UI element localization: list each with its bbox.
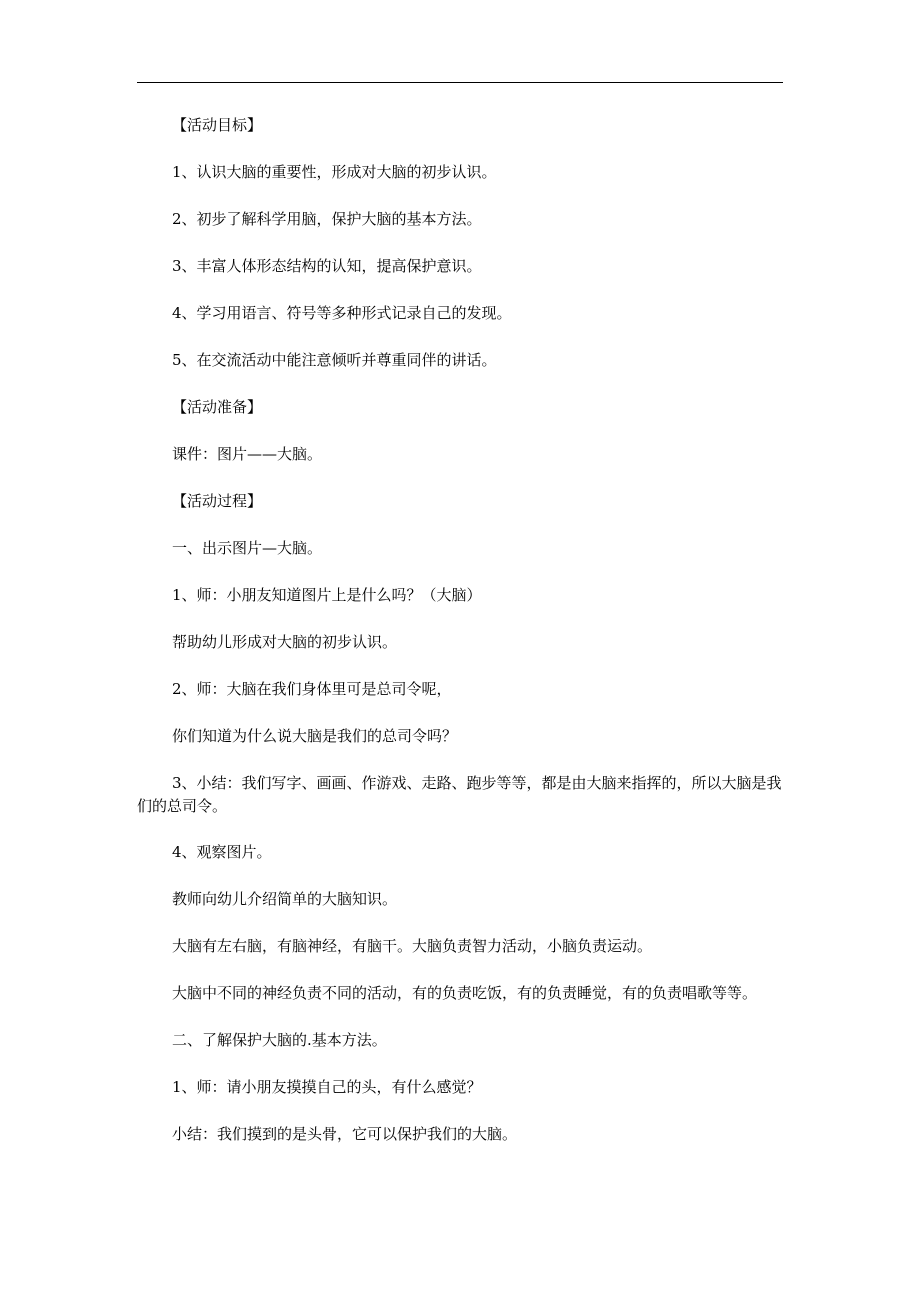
process-line: 4、观察图片。 bbox=[172, 843, 272, 861]
process-line: 帮助幼儿形成对大脑的初步认识。 bbox=[172, 633, 398, 651]
process-line: 你们知道为什么说大脑是我们的总司令吗？ bbox=[172, 727, 458, 745]
section-heading-preparation: 【活动准备】 bbox=[172, 398, 263, 416]
process-line: 2、师：大脑在我们身体里可是总司令呢， bbox=[172, 680, 452, 698]
process-line: 大脑有左右脑，有脑神经，有脑干。大脑负责智力活动，小脑负责运动。 bbox=[172, 937, 653, 955]
preparation-item: 课件：图片——大脑。 bbox=[172, 445, 323, 463]
section-heading-process: 【活动过程】 bbox=[172, 492, 263, 510]
process-line: 小结：我们摸到的是头骨，它可以保护我们的大脑。 bbox=[172, 1125, 518, 1143]
document-body bbox=[137, 114, 783, 1170]
process-line: 1、师：小朋友知道图片上是什么吗？（大脑） bbox=[172, 586, 482, 604]
process-line: 大脑中不同的神经负责不同的活动，有的负责吃饭，有的负责睡觉，有的负责唱歌等等。 bbox=[172, 984, 758, 1002]
goal-item-3: 3、丰富人体形态结构的认知，提高保护意识。 bbox=[172, 257, 482, 275]
goal-item-1: 1、认识大脑的重要性，形成对大脑的初步认识。 bbox=[172, 163, 497, 181]
process-line: 教师向幼儿介绍简单的大脑知识。 bbox=[172, 890, 398, 908]
process-summary: 3、小结：我们写字、画画、作游戏、走路、跑步等等，都是由大脑来指挥的，所以大脑是我们的总司令。 bbox=[137, 774, 782, 815]
process-step-2: 二、了解保护大脑的.基本方法。 bbox=[172, 1031, 387, 1049]
goal-item-5: 5、在交流活动中能注意倾听并尊重同伴的讲话。 bbox=[172, 351, 497, 369]
section-heading-goals: 【活动目标】 bbox=[172, 116, 263, 134]
process-line: 1、师：请小朋友摸摸自己的头，有什么感觉？ bbox=[172, 1078, 482, 1096]
goal-item-2: 2、初步了解科学用脑，保护大脑的基本方法。 bbox=[172, 210, 482, 228]
header-divider bbox=[137, 82, 783, 83]
goal-item-4: 4、学习用语言、符号等多种形式记录自己的发现。 bbox=[172, 304, 512, 322]
process-step-1: 一、出示图片—大脑。 bbox=[172, 539, 323, 557]
